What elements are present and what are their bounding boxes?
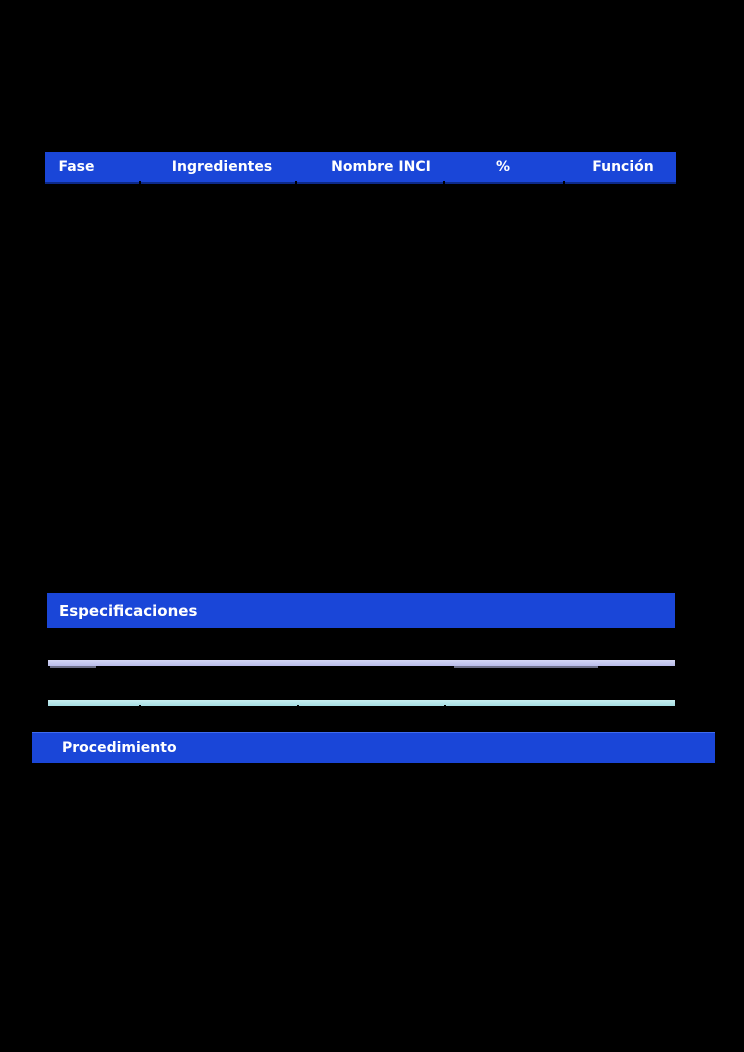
column-header-funcion: Función <box>592 159 654 175</box>
row-text-fragment <box>50 666 96 668</box>
column-divider <box>295 181 297 184</box>
column-divider <box>444 705 446 709</box>
column-divider <box>443 181 445 184</box>
column-header-fase: Fase <box>58 159 95 175</box>
procedure-section-header <box>32 732 715 763</box>
ingredients-table-header <box>45 152 676 184</box>
column-divider <box>297 705 299 709</box>
column-header-percent: % <box>495 159 511 175</box>
specifications-section-header <box>47 593 675 628</box>
specifications-title: Especificaciones <box>59 601 198 620</box>
column-divider <box>563 181 565 184</box>
column-divider <box>139 181 141 184</box>
column-header-nombre-inci: Nombre INCI <box>331 159 431 175</box>
specifications-row-divider <box>48 700 675 706</box>
procedure-title: Procedimiento <box>62 740 177 756</box>
column-divider <box>139 705 141 709</box>
row-text-fragment <box>454 666 598 668</box>
column-header-ingredientes: Ingredientes <box>171 159 273 175</box>
